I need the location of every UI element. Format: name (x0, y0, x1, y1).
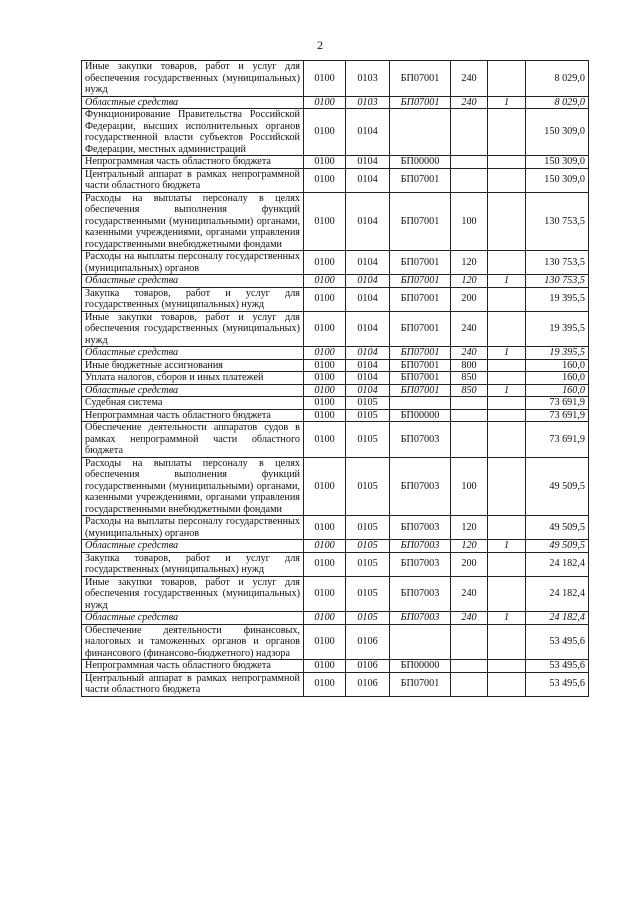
row-section-cell: 0100 (304, 624, 346, 660)
row-target-article-cell: БП07001 (390, 384, 451, 397)
row-subsection-cell: 0105 (346, 540, 390, 553)
row-name-cell: Областные средства (82, 96, 304, 109)
row-name-cell: Областные средства (82, 612, 304, 625)
row-section-cell: 0100 (304, 384, 346, 397)
row-subsection-cell: 0105 (346, 457, 390, 516)
table-row (82, 347, 589, 360)
row-target-article-cell: БП07003 (390, 552, 451, 576)
row-section-cell: 0100 (304, 275, 346, 288)
row-amount-cell: 160,0 (526, 372, 589, 385)
row-name-cell: Закупка товаров, работ и услуг для государственных (муниципальных) нужд (82, 287, 304, 311)
row-name-cell: Областные средства (82, 275, 304, 288)
table-row (82, 192, 589, 251)
row-expense-type-cell: 120 (451, 516, 488, 540)
budget-table-body (82, 61, 589, 697)
row-expense-type-cell: 240 (451, 311, 488, 347)
row-expense-type-cell (451, 672, 488, 696)
row-amount-cell: 49 509,5 (526, 540, 589, 553)
row-amount-cell: 73 691,9 (526, 409, 589, 422)
row-target-article-cell (390, 624, 451, 660)
row-subsection-cell: 0104 (346, 384, 390, 397)
row-target-article-cell: БП07003 (390, 576, 451, 612)
row-expense-type-cell: 850 (451, 372, 488, 385)
row-source-cell (488, 156, 526, 169)
row-name-cell: Судебная система (82, 397, 304, 410)
row-name-cell: Расходы на выплаты персоналу в целях обеспечения выполнения функций государственными (муниципальными) органами, казенными учреждениями, органами управления государственными внебюджетными фондами (82, 457, 304, 516)
table-row (82, 96, 589, 109)
row-amount-cell: 24 182,4 (526, 612, 589, 625)
row-source-cell: 1 (488, 612, 526, 625)
row-expense-type-cell: 240 (451, 612, 488, 625)
row-name-cell: Расходы на выплаты персоналу в целях обеспечения выполнения функций государственными (муниципальными) органами, казенными учреждениями, органами управления государственными внебюджетными фондами (82, 192, 304, 251)
row-name-cell: Иные бюджетные ассигнования (82, 359, 304, 372)
table-row (82, 624, 589, 660)
row-expense-type-cell (451, 624, 488, 660)
row-amount-cell: 19 395,5 (526, 287, 589, 311)
table-row (82, 372, 589, 385)
row-source-cell (488, 552, 526, 576)
row-section-cell: 0100 (304, 192, 346, 251)
row-amount-cell: 150 309,0 (526, 168, 589, 192)
row-target-article-cell: БП07003 (390, 612, 451, 625)
row-target-article-cell (390, 397, 451, 410)
table-row (82, 552, 589, 576)
row-section-cell: 0100 (304, 372, 346, 385)
row-section-cell: 0100 (304, 422, 346, 458)
row-target-article-cell: БП07001 (390, 61, 451, 97)
row-subsection-cell: 0104 (346, 109, 390, 156)
row-subsection-cell: 0104 (346, 372, 390, 385)
row-expense-type-cell (451, 422, 488, 458)
row-amount-cell: 150 309,0 (526, 156, 589, 169)
row-expense-type-cell: 240 (451, 347, 488, 360)
row-target-article-cell: БП07003 (390, 516, 451, 540)
table-row (82, 576, 589, 612)
row-amount-cell: 8 029,0 (526, 61, 589, 97)
table-row (82, 251, 589, 275)
row-target-article-cell (390, 109, 451, 156)
row-amount-cell: 130 753,5 (526, 275, 589, 288)
row-amount-cell: 8 029,0 (526, 96, 589, 109)
table-row (82, 397, 589, 410)
row-target-article-cell: БП07001 (390, 672, 451, 696)
row-section-cell: 0100 (304, 397, 346, 410)
row-target-article-cell: БП07001 (390, 311, 451, 347)
row-subsection-cell: 0105 (346, 397, 390, 410)
table-row (82, 275, 589, 288)
row-section-cell: 0100 (304, 576, 346, 612)
row-target-article-cell: БП07001 (390, 372, 451, 385)
row-source-cell (488, 672, 526, 696)
row-amount-cell: 150 309,0 (526, 109, 589, 156)
row-amount-cell: 53 495,6 (526, 660, 589, 673)
row-expense-type-cell: 120 (451, 540, 488, 553)
table-row (82, 156, 589, 169)
row-source-cell (488, 311, 526, 347)
row-amount-cell: 53 495,6 (526, 672, 589, 696)
row-subsection-cell: 0106 (346, 660, 390, 673)
row-source-cell: 1 (488, 540, 526, 553)
row-expense-type-cell: 240 (451, 96, 488, 109)
row-subsection-cell: 0104 (346, 359, 390, 372)
row-name-cell: Расходы на выплаты персоналу государственных (муниципальных) органов (82, 251, 304, 275)
row-source-cell: 1 (488, 347, 526, 360)
row-subsection-cell: 0104 (346, 347, 390, 360)
row-expense-type-cell (451, 109, 488, 156)
row-target-article-cell: БП07003 (390, 540, 451, 553)
row-source-cell: 1 (488, 384, 526, 397)
row-expense-type-cell (451, 397, 488, 410)
row-name-cell: Областные средства (82, 540, 304, 553)
row-amount-cell: 73 691,9 (526, 397, 589, 410)
row-expense-type-cell: 100 (451, 457, 488, 516)
row-subsection-cell: 0104 (346, 275, 390, 288)
row-expense-type-cell: 120 (451, 251, 488, 275)
row-source-cell (488, 576, 526, 612)
table-row (82, 168, 589, 192)
table-row (82, 540, 589, 553)
row-target-article-cell: БП07001 (390, 96, 451, 109)
row-section-cell: 0100 (304, 672, 346, 696)
row-section-cell: 0100 (304, 540, 346, 553)
row-subsection-cell: 0105 (346, 422, 390, 458)
row-subsection-cell: 0105 (346, 552, 390, 576)
row-expense-type-cell: 850 (451, 384, 488, 397)
row-amount-cell: 73 691,9 (526, 422, 589, 458)
row-subsection-cell: 0105 (346, 576, 390, 612)
row-subsection-cell: 0104 (346, 251, 390, 275)
row-section-cell: 0100 (304, 287, 346, 311)
row-source-cell (488, 251, 526, 275)
row-amount-cell: 49 509,5 (526, 457, 589, 516)
row-source-cell: 1 (488, 96, 526, 109)
row-source-cell (488, 192, 526, 251)
row-target-article-cell: БП07003 (390, 422, 451, 458)
row-source-cell (488, 516, 526, 540)
table-row (82, 612, 589, 625)
row-name-cell: Расходы на выплаты персоналу государственных (муниципальных) органов (82, 516, 304, 540)
row-amount-cell: 53 495,6 (526, 624, 589, 660)
row-name-cell: Областные средства (82, 347, 304, 360)
row-name-cell: Иные закупки товаров, работ и услуг для обеспечения государственных (муниципальных) нужд (82, 61, 304, 97)
row-source-cell (488, 61, 526, 97)
row-subsection-cell: 0106 (346, 624, 390, 660)
row-name-cell: Иные закупки товаров, работ и услуг для обеспечения государственных (муниципальных) нужд (82, 576, 304, 612)
row-subsection-cell: 0103 (346, 96, 390, 109)
row-name-cell: Непрограммная часть областного бюджета (82, 409, 304, 422)
row-expense-type-cell (451, 156, 488, 169)
row-subsection-cell: 0106 (346, 672, 390, 696)
row-expense-type-cell: 100 (451, 192, 488, 251)
row-source-cell (488, 168, 526, 192)
row-section-cell: 0100 (304, 612, 346, 625)
row-section-cell: 0100 (304, 359, 346, 372)
row-source-cell (488, 660, 526, 673)
row-target-article-cell: БП07001 (390, 275, 451, 288)
row-source-cell (488, 109, 526, 156)
table-row (82, 311, 589, 347)
row-expense-type-cell (451, 660, 488, 673)
row-section-cell: 0100 (304, 457, 346, 516)
table-row (82, 359, 589, 372)
row-subsection-cell: 0104 (346, 168, 390, 192)
row-name-cell: Центральный аппарат в рамках непрограммной части областного бюджета (82, 168, 304, 192)
row-target-article-cell: БП00000 (390, 660, 451, 673)
row-expense-type-cell (451, 168, 488, 192)
row-source-cell (488, 359, 526, 372)
table-row (82, 660, 589, 673)
table-row (82, 409, 589, 422)
row-expense-type-cell: 200 (451, 552, 488, 576)
row-target-article-cell: БП07001 (390, 251, 451, 275)
row-amount-cell: 24 182,4 (526, 552, 589, 576)
row-section-cell: 0100 (304, 660, 346, 673)
row-expense-type-cell (451, 409, 488, 422)
row-name-cell: Непрограммная часть областного бюджета (82, 156, 304, 169)
row-amount-cell: 19 395,5 (526, 347, 589, 360)
row-subsection-cell: 0105 (346, 409, 390, 422)
row-target-article-cell: БП07001 (390, 287, 451, 311)
row-name-cell: Обеспечение деятельности аппаратов судов в рамках непрограммной части областного бюджета (82, 422, 304, 458)
row-section-cell: 0100 (304, 96, 346, 109)
row-source-cell: 1 (488, 275, 526, 288)
row-target-article-cell: БП07001 (390, 347, 451, 360)
row-expense-type-cell: 240 (451, 61, 488, 97)
row-amount-cell: 130 753,5 (526, 192, 589, 251)
table-row (82, 384, 589, 397)
row-section-cell: 0100 (304, 347, 346, 360)
row-source-cell (488, 409, 526, 422)
table-row (82, 516, 589, 540)
row-expense-type-cell: 200 (451, 287, 488, 311)
row-amount-cell: 130 753,5 (526, 251, 589, 275)
row-name-cell: Закупка товаров, работ и услуг для государственных (муниципальных) нужд (82, 552, 304, 576)
row-name-cell: Функционирование Правительства Российской Федерации, высших исполнительных органов государственной власти субъектов Российской Федерации, местных администраций (82, 109, 304, 156)
table-row (82, 287, 589, 311)
budget-table (81, 60, 589, 697)
row-subsection-cell: 0104 (346, 287, 390, 311)
row-subsection-cell: 0103 (346, 61, 390, 97)
row-subsection-cell: 0105 (346, 612, 390, 625)
row-expense-type-cell: 120 (451, 275, 488, 288)
row-source-cell (488, 287, 526, 311)
row-amount-cell: 24 182,4 (526, 576, 589, 612)
row-section-cell: 0100 (304, 311, 346, 347)
row-section-cell: 0100 (304, 61, 346, 97)
row-name-cell: Непрограммная часть областного бюджета (82, 660, 304, 673)
table-row (82, 109, 589, 156)
row-section-cell: 0100 (304, 156, 346, 169)
row-subsection-cell: 0104 (346, 156, 390, 169)
row-section-cell: 0100 (304, 109, 346, 156)
table-row (82, 61, 589, 97)
row-amount-cell: 49 509,5 (526, 516, 589, 540)
row-section-cell: 0100 (304, 516, 346, 540)
row-amount-cell: 160,0 (526, 359, 589, 372)
row-target-article-cell: БП07003 (390, 457, 451, 516)
row-source-cell (488, 372, 526, 385)
row-section-cell: 0100 (304, 168, 346, 192)
row-source-cell (488, 422, 526, 458)
row-amount-cell: 160,0 (526, 384, 589, 397)
row-subsection-cell: 0105 (346, 516, 390, 540)
row-expense-type-cell: 800 (451, 359, 488, 372)
row-source-cell (488, 457, 526, 516)
row-subsection-cell: 0104 (346, 192, 390, 251)
row-section-cell: 0100 (304, 409, 346, 422)
row-target-article-cell: БП07001 (390, 359, 451, 372)
row-name-cell: Уплата налогов, сборов и иных платежей (82, 372, 304, 385)
row-name-cell: Центральный аппарат в рамках непрограммной части областного бюджета (82, 672, 304, 696)
row-target-article-cell: БП00000 (390, 409, 451, 422)
row-section-cell: 0100 (304, 552, 346, 576)
row-section-cell: 0100 (304, 251, 346, 275)
row-name-cell: Обеспечение деятельности финансовых, налоговых и таможенных органов и органов финансового (финансово-бюджетного) надзора (82, 624, 304, 660)
row-target-article-cell: БП00000 (390, 156, 451, 169)
row-source-cell (488, 624, 526, 660)
row-name-cell: Иные закупки товаров, работ и услуг для обеспечения государственных (муниципальных) нужд (82, 311, 304, 347)
row-source-cell (488, 397, 526, 410)
page-number: 2 (317, 38, 323, 52)
row-subsection-cell: 0104 (346, 311, 390, 347)
row-target-article-cell: БП07001 (390, 168, 451, 192)
row-amount-cell: 19 395,5 (526, 311, 589, 347)
table-row (82, 457, 589, 516)
row-name-cell: Областные средства (82, 384, 304, 397)
row-target-article-cell: БП07001 (390, 192, 451, 251)
row-expense-type-cell: 240 (451, 576, 488, 612)
table-row (82, 672, 589, 696)
table-row (82, 422, 589, 458)
